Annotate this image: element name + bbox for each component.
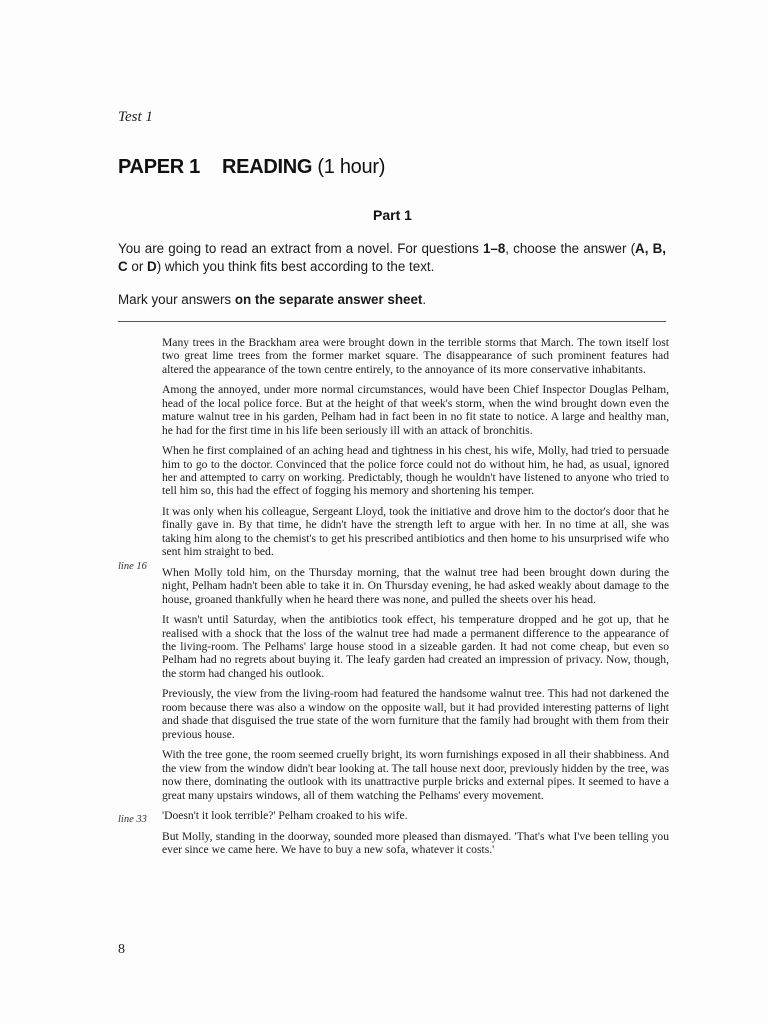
extract-paragraph: Previously, the view from the living-room had featured the handsome walnut tree. This had not darkened the room because there was also a window on the opposite wall, but it had provided interesting patterns of light and shade that disguised the true state of the worn furniture that the family had brought with them from their previous house. [162, 687, 669, 741]
page-number: 8 [118, 942, 125, 957]
section-label: READING [222, 156, 313, 178]
extract-paragraph: When Molly told him, on the Thursday morning, that the walnut tree had been brought down during the night, Pelham hadn't been able to take it in. On Thursday evening, he had asked weakly about damage to the house, groaned thankfully when he heard there was none, and pulled the sheets over his head. [162, 565, 669, 606]
running-head: Test 1 [118, 109, 153, 125]
extract-paragraph: Among the annoyed, under more normal circumstances, would have been Chief Inspector Douglas Pelham, head of the local police force. But at the height of that week's storm, when the wind brought down even the mature walnut tree in his garden, Pelham had in fact been in no fit state to notice. A large and healthy man, he had for the first time in his life been seriously ill with an attack of bronchitis. [162, 383, 669, 437]
mark-emphasis: on the separate answer sheet [234, 292, 423, 307]
answer-choices: A, B, C [118, 241, 666, 274]
mark-suffix: . [422, 292, 427, 307]
extract-paragraph: It was only when his colleague, Sergeant Lloyd, took the initiative and drove him to the doctor's door that he finally gave in. By that time, he didn't have the strength left to argue with her. In no time at all, she was taking him along to the chemist's to get his prescribed antibiotics and then home to his unsurprised wife who sent him straight to bed. [162, 505, 669, 559]
extract-paragraph: 'Doesn't it look terrible?' Pelham croaked to his wife. [162, 809, 408, 823]
answer-choice-d: D [147, 258, 157, 274]
answer-sheet-instruction [118, 292, 426, 307]
instructions-text: , choose the answer ( [505, 241, 636, 256]
instructions-text: or [127, 258, 148, 274]
paper-title [118, 156, 385, 179]
duration-label: (1 hour) [317, 156, 386, 178]
line-reference-16: line 16 [118, 561, 147, 572]
extract-paragraph: It wasn't until Saturday, when the antibiotics took effect, his temperature dropped and he got up, that he realised with a shock that the loss of the walnut tree had made a permanent difference to the appearance of the living-room. The Pelhams' large house stood in a sizeable garden. It had not come cheap, but even so Pelham had no regrets about buying it. The leafy garden had created an impression of privacy. Now, though, the storm had changed his outlook. [162, 613, 669, 680]
extract-paragraph: Many trees in the Brackham area were brought down in the terrible storms that March. The town itself lost two great lime trees from the former market square. The disappearance of such prominent features had altered the appearance of the town centre entirely, to the annoyance of its more conservative inhabitants. [162, 336, 669, 376]
part-heading: Part 1 [373, 207, 412, 223]
instructions-text: You are going to read an extract from a novel. For questions [118, 241, 483, 256]
paper-label: PAPER 1 [118, 156, 201, 178]
extract-paragraph: With the tree gone, the room seemed cruelly bright, its worn furnishings exposed in all their shabbiness. And the view from the window didn't bear looking at. The tall house next door, previously hidden by the tree, was now there, dominating the outlook with its unattractive purple bricks and external pipes. It seemed to have a great many upstairs windows, all of them watching the Pelhams' every movement. [162, 748, 669, 802]
extract-paragraph: When he first complained of an aching head and tightness in his chest, his wife, Molly, had tried to persuade him to go to the doctor. Convinced that the police force could not do without him, he had, as usual, ignored her and attempted to carry on working. Predictably, though he wouldn't have listened to anyone who tried to tell him so, this had the effect of fogging his memory and shortening his temper. [162, 444, 669, 498]
questions-range: 1–8 [482, 241, 506, 256]
line-reference-33: line 33 [118, 814, 147, 825]
instructions [118, 240, 666, 275]
novel-extract [162, 336, 669, 864]
mark-prefix: Mark your answers [118, 292, 235, 307]
instructions-text: ) which you think fits best according to the text. [156, 258, 435, 274]
extract-paragraph: But Molly, standing in the doorway, sounded more pleased than dismayed. 'That's what I've been telling you ever since we came here. We have to buy a new sofa, whatever it costs.' [162, 829, 669, 857]
section-divider [118, 321, 666, 322]
